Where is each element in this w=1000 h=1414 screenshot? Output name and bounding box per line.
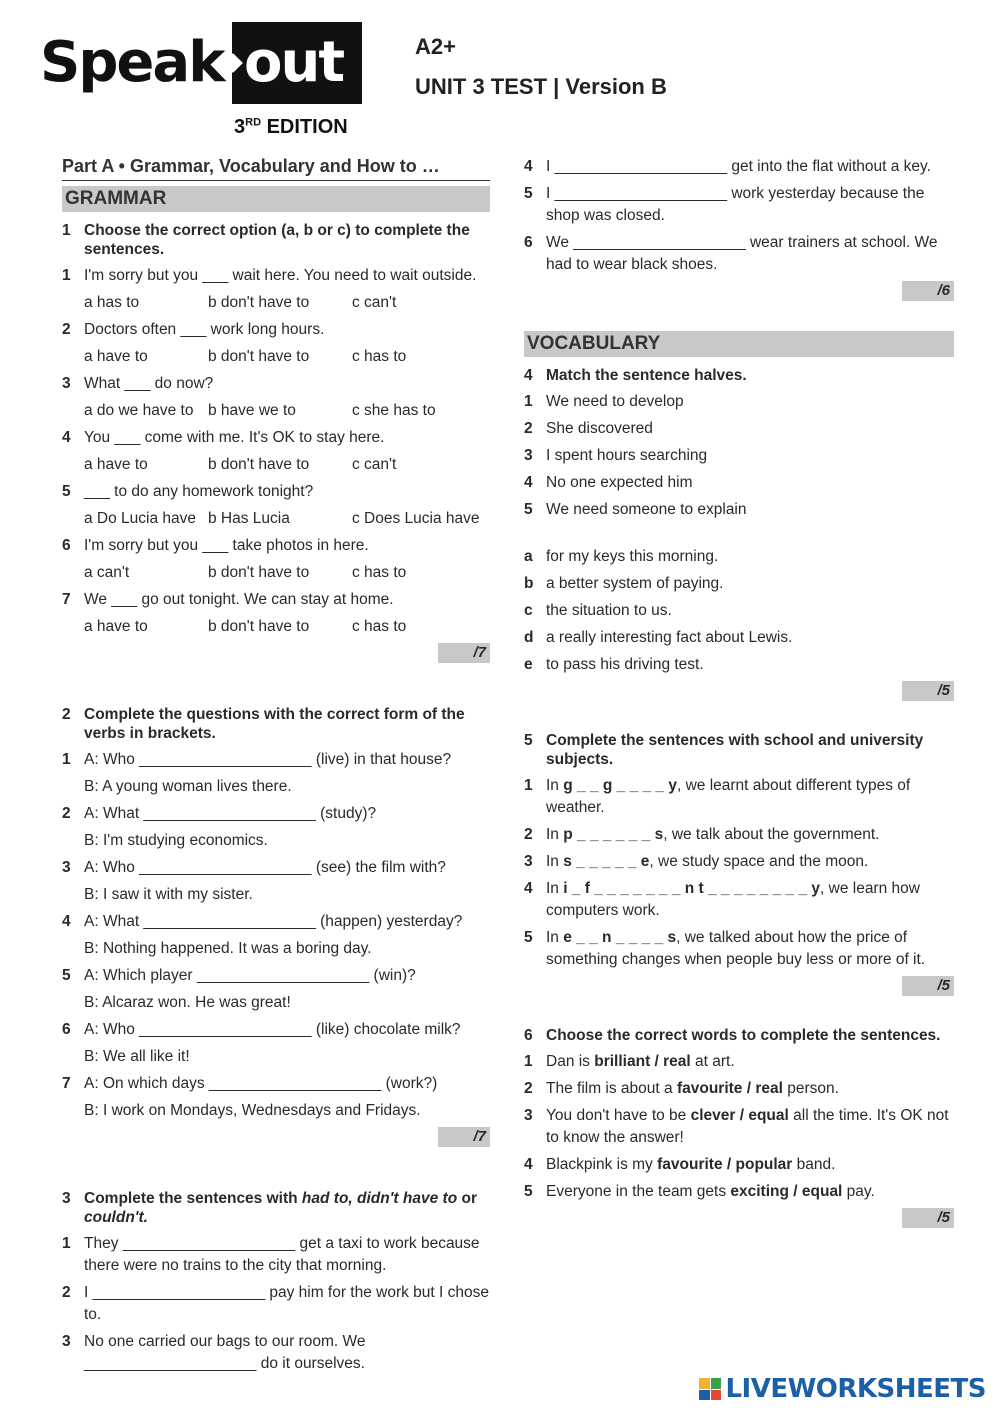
sentence-number: 3 <box>62 1333 71 1350</box>
question-number: 1 <box>62 751 71 768</box>
sentence-item <box>524 232 954 276</box>
question-item <box>62 589 490 611</box>
question-text: What ___ do now? <box>84 375 214 392</box>
dialogue-answer: B: A young woman lives there. <box>84 778 292 795</box>
option-c[interactable]: c Does Lucia have <box>352 510 480 527</box>
item-number: 1 <box>524 777 533 794</box>
level-label: A2+ <box>415 34 456 59</box>
sentence-end <box>524 600 954 622</box>
item-text <box>546 851 954 873</box>
exercise-1 <box>62 221 490 663</box>
question-text: I'm sorry but you ___ take photos in here. <box>84 537 369 554</box>
item-text <box>546 1154 954 1176</box>
exercise-5 <box>524 731 954 996</box>
option-b[interactable]: b don't have to <box>208 348 310 365</box>
item-number: 3 <box>524 853 533 870</box>
item-text[interactable]: She discovered <box>546 420 653 437</box>
instruction-text: Complete the questions with the correct form of the verbs in brackets. <box>84 706 465 742</box>
option-b[interactable]: b don't have to <box>208 456 310 473</box>
exercise-instruction <box>62 705 490 743</box>
word-gap[interactable]: i _ f _ _ _ _ _ _ _ n t _ _ _ _ _ _ _ _ y <box>563 880 821 897</box>
word-choice[interactable]: exciting / equal <box>730 1183 843 1200</box>
option-a[interactable]: a Do Lucia have <box>84 510 197 527</box>
exercise-6 <box>524 1026 954 1228</box>
instruction-text <box>84 1189 490 1227</box>
word-choice[interactable]: favourite / popular <box>657 1156 793 1173</box>
question-number: 4 <box>62 429 71 446</box>
item-text <box>546 775 954 819</box>
choice-item <box>524 1181 954 1203</box>
question-number: 3 <box>62 375 71 392</box>
exercise-4 <box>524 366 954 701</box>
question-item <box>62 427 490 449</box>
question-text-with-blank[interactable]: A: What ____________________ (study)? <box>84 805 377 822</box>
dialogue-answer: B: Alcaraz won. He was great! <box>84 994 291 1011</box>
exercise-number: 6 <box>524 1027 533 1044</box>
dialogue-answer: B: I work on Mondays, Wednesdays and Fridays. <box>84 1102 421 1119</box>
part-title: Part A • Grammar, Vocabulary and How to … <box>62 156 490 181</box>
question-item <box>62 319 490 341</box>
subject-item <box>524 878 954 922</box>
sentence-item <box>62 1233 490 1277</box>
text-after: , we learnt about different types of weather. <box>546 777 911 816</box>
sentence-end <box>524 627 954 649</box>
item-number: 4 <box>524 880 533 897</box>
instruction-text: Choose the correct words to complete the sentences. <box>546 1027 941 1044</box>
answer-options <box>62 400 490 422</box>
choice-item <box>524 1154 954 1176</box>
item-text[interactable]: We need someone to explain <box>546 501 747 518</box>
grammar-heading: GRAMMAR <box>62 186 490 212</box>
answer-options <box>62 292 490 314</box>
question-number: 3 <box>62 859 71 876</box>
question-text-with-blank[interactable]: A: On which days ____________________ (work?) <box>84 1075 438 1092</box>
item-text[interactable]: a better system of paying. <box>546 575 724 592</box>
exercise-instruction <box>524 1026 954 1045</box>
dialogue-answer: B: I saw it with my sister. <box>84 886 253 903</box>
option-b[interactable]: b don't have to <box>208 564 310 581</box>
sentence-start <box>524 445 954 467</box>
instruction-emphasis: couldn't. <box>84 1209 148 1226</box>
item-text[interactable]: We need to develop <box>546 393 684 410</box>
answer-options <box>62 616 490 638</box>
text-after: at art. <box>690 1053 735 1070</box>
item-number: 2 <box>524 826 533 843</box>
item-number: 3 <box>524 1107 533 1124</box>
sentence-end <box>524 546 954 568</box>
question-number: 6 <box>62 1021 71 1038</box>
item-letter: b <box>524 575 534 592</box>
sentence-item <box>524 156 954 178</box>
item-text <box>546 927 954 971</box>
brand-text: LIVEWORKSHEETS <box>725 1374 986 1404</box>
word-gap[interactable]: g _ _ g _ _ _ _ y <box>563 777 677 794</box>
subject-item <box>524 927 954 971</box>
item-number: 5 <box>524 1183 533 1200</box>
item-text <box>546 1051 954 1073</box>
question-number: 2 <box>62 805 71 822</box>
sentence-item <box>62 1282 490 1326</box>
question-text-with-blank[interactable]: A: What ____________________ (happen) yesterday? <box>84 913 463 930</box>
logo-speak-text: Speak <box>40 30 224 95</box>
sentence-end <box>524 573 954 595</box>
sentence-start <box>524 418 954 440</box>
word-gap[interactable]: e _ _ n _ _ _ _ s <box>563 929 677 946</box>
text-after: , we talk about the government. <box>663 826 880 843</box>
exercise-number: 5 <box>524 732 533 749</box>
item-number: 4 <box>524 1156 533 1173</box>
question-text: I'm sorry but you ___ wait here. You need to wait outside. <box>84 267 477 284</box>
question-item <box>62 481 490 503</box>
dialogue-question <box>62 803 490 825</box>
item-number: 2 <box>524 420 533 437</box>
question-item <box>62 535 490 557</box>
exercise-3 <box>62 1189 490 1375</box>
item-text <box>546 1078 954 1100</box>
exercise-instruction <box>62 221 490 259</box>
text-before: Dan is <box>546 1053 595 1070</box>
question-number: 7 <box>62 1075 71 1092</box>
liveworksheets-brand[interactable] <box>699 1374 986 1404</box>
word-gap[interactable]: s _ _ _ _ _ e <box>563 853 650 870</box>
dialogue-question <box>62 749 490 771</box>
sentence-text-with-blank[interactable]: They ____________________ get a taxi to work because there were no trains to the city that morning. <box>84 1235 480 1274</box>
edition-number: 3 <box>234 116 246 138</box>
choice-item <box>524 1078 954 1100</box>
instruction-text: Complete the sentences with school and university subjects. <box>546 732 924 768</box>
dialogue-question <box>62 1019 490 1041</box>
item-letter: d <box>524 629 534 646</box>
item-letter: c <box>524 602 533 619</box>
question-number: 5 <box>62 967 71 984</box>
item-text <box>546 824 954 846</box>
sentence-number: 4 <box>524 158 533 175</box>
option-b[interactable]: b don't have to <box>208 618 310 635</box>
sentence-text-with-blank[interactable]: I ____________________ pay him for the work but I chose to. <box>84 1284 490 1323</box>
dialogue-question <box>62 911 490 933</box>
text-after: all the time. It's OK not to know the answer! <box>546 1107 949 1146</box>
subject-item <box>524 851 954 873</box>
item-text[interactable]: I spent hours searching <box>546 447 708 464</box>
answer-options <box>62 562 490 584</box>
option-c[interactable]: c has to <box>352 564 407 581</box>
instruction-text: Choose the correct option (a, b or c) to complete the sentences. <box>84 222 470 258</box>
text-before: In <box>546 826 564 843</box>
item-text <box>546 878 954 922</box>
dialogue-answer: B: We all like it! <box>84 1048 190 1065</box>
exercise-number: 2 <box>62 706 71 723</box>
sentence-text-with-blank[interactable]: I ____________________ work yesterday because the shop was closed. <box>546 185 925 224</box>
unit-title: UNIT 3 TEST | Version B <box>415 74 667 99</box>
sentence-start <box>524 499 954 521</box>
question-text-with-blank[interactable]: A: Who ____________________ (like) chocolate milk? <box>84 1021 461 1038</box>
item-letter: e <box>524 656 533 673</box>
item-text[interactable]: to pass his driving test. <box>546 656 704 673</box>
text-before: Blackpink is my <box>546 1156 658 1173</box>
item-text <box>546 1181 954 1203</box>
item-text <box>546 1105 954 1149</box>
text-before: In <box>546 880 564 897</box>
option-b[interactable]: b have we to <box>208 402 296 419</box>
sentence-text-with-blank[interactable]: No one carried our bags to our room. We ____________________ do it ourselves. <box>84 1333 366 1372</box>
right-column <box>524 156 954 1228</box>
instruction-emphasis: had to, didn't have to <box>301 1190 458 1207</box>
dialogue-question <box>62 857 490 879</box>
sentence-text-with-blank[interactable]: I ____________________ get into the flat without a key. <box>546 158 931 175</box>
score-box: /5 <box>902 1208 954 1228</box>
sentence-item <box>524 183 954 227</box>
sentence-text-with-blank[interactable]: We ____________________ wear trainers at school. We had to wear black shoes. <box>546 234 938 273</box>
question-number: 2 <box>62 321 71 338</box>
text-after: pay. <box>842 1183 875 1200</box>
option-a[interactable]: a have to <box>84 456 148 473</box>
dialogue-question <box>62 1073 490 1095</box>
text-after: , we learn how computers work. <box>546 880 920 919</box>
text-before: Everyone in the team gets <box>546 1183 731 1200</box>
text-before: The film is about a <box>546 1080 677 1097</box>
option-a[interactable]: a have to <box>84 618 148 635</box>
text-before: You don't have to be <box>546 1107 691 1124</box>
question-text: ___ to do any homework tonight? <box>84 483 314 500</box>
question-text: Doctors often ___ work long hours. <box>84 321 325 338</box>
sentence-number: 2 <box>62 1284 71 1301</box>
text-after: band. <box>792 1156 836 1173</box>
word-choice[interactable]: clever / equal <box>690 1107 789 1124</box>
dialogue-answer: B: I'm studying economics. <box>84 832 268 849</box>
left-column <box>62 156 490 1380</box>
item-number: 1 <box>524 1053 533 1070</box>
word-gap[interactable]: p _ _ _ _ _ _ s <box>563 826 664 843</box>
question-text-with-blank[interactable]: A: Who ____________________ (live) in that house? <box>84 751 452 768</box>
exercise-instruction <box>524 731 954 769</box>
option-c[interactable]: c she has to <box>352 402 436 419</box>
text-before: In <box>546 777 564 794</box>
question-number: 7 <box>62 591 71 608</box>
option-a[interactable]: a can't <box>84 564 130 581</box>
answer-options <box>62 454 490 476</box>
item-text[interactable]: a really interesting fact about Lewis. <box>546 629 793 646</box>
score-box: /5 <box>902 681 954 701</box>
sentence-start <box>524 472 954 494</box>
choice-item <box>524 1051 954 1073</box>
exercise-number: 4 <box>524 367 533 384</box>
option-a[interactable]: a have to <box>84 348 148 365</box>
word-choice[interactable]: favourite / real <box>676 1080 783 1097</box>
score-box: /5 <box>902 976 954 996</box>
word-choice[interactable]: brilliant / real <box>594 1053 691 1070</box>
logo-out-text: out <box>244 30 344 95</box>
dialogue-answer: B: Nothing happened. It was a boring day. <box>84 940 372 957</box>
sentence-number: 6 <box>524 234 533 251</box>
exercise-number: 3 <box>62 1190 71 1207</box>
subject-item <box>524 824 954 846</box>
instruction-text: Match the sentence halves. <box>546 367 747 384</box>
answer-options <box>62 346 490 368</box>
option-c[interactable]: c has to <box>352 618 407 635</box>
sentence-number: 1 <box>62 1235 71 1252</box>
score-box: /6 <box>902 281 954 301</box>
question-text-with-blank[interactable]: A: Which player ____________________ (win)? <box>84 967 416 984</box>
exercise-number: 1 <box>62 222 71 239</box>
option-c[interactable]: c can't <box>352 294 397 311</box>
option-a[interactable]: a has to <box>84 294 140 311</box>
sentence-number: 5 <box>524 185 533 202</box>
question-text: We ___ go out tonight. We can stay at home. <box>84 591 394 608</box>
item-text[interactable]: No one expected him <box>546 474 693 491</box>
item-text[interactable]: for my keys this morning. <box>546 548 719 565</box>
score-box: /7 <box>438 1127 490 1147</box>
subject-item <box>524 775 954 819</box>
text-before: In <box>546 929 564 946</box>
text-after: , we talked about how the price of something changes when people buy less or more of it. <box>546 929 926 968</box>
text-after: person. <box>782 1080 839 1097</box>
sentence-item <box>62 1331 490 1375</box>
edition-label <box>234 116 348 139</box>
exercise-2 <box>62 705 490 1147</box>
question-item <box>62 265 490 287</box>
instruction-part: or <box>457 1190 477 1207</box>
option-c[interactable]: c can't <box>352 456 397 473</box>
option-b[interactable]: b Has Lucia <box>208 510 290 527</box>
question-number: 5 <box>62 483 71 500</box>
item-number: 4 <box>524 474 533 491</box>
sentence-end <box>524 654 954 676</box>
vocabulary-heading: VOCABULARY <box>524 331 954 357</box>
question-text-with-blank[interactable]: A: Who ____________________ (see) the film with? <box>84 859 446 876</box>
option-c[interactable]: c has to <box>352 348 407 365</box>
item-number: 3 <box>524 447 533 464</box>
question-item <box>62 373 490 395</box>
edition-suffix: RD <box>245 116 262 129</box>
text-after: , we study space and the moon. <box>649 853 869 870</box>
item-number: 1 <box>524 393 533 410</box>
item-number: 5 <box>524 929 533 946</box>
instruction-part: Complete the sentences with <box>84 1190 302 1207</box>
option-a[interactable]: a do we have to <box>84 402 194 419</box>
speakout-logo <box>40 20 370 110</box>
exercise-instruction <box>524 366 954 385</box>
answer-options <box>62 508 490 530</box>
score-box: /7 <box>438 643 490 663</box>
question-number: 4 <box>62 913 71 930</box>
text-before: In <box>546 853 564 870</box>
question-number: 6 <box>62 537 71 554</box>
sentence-start <box>524 391 954 413</box>
question-number: 1 <box>62 267 71 284</box>
item-letter: a <box>524 548 533 565</box>
item-number: 2 <box>524 1080 533 1097</box>
item-number: 5 <box>524 501 533 518</box>
dialogue-question <box>62 965 490 987</box>
exercise-instruction <box>62 1189 490 1227</box>
edition-word: EDITION <box>266 116 348 138</box>
liveworksheets-logo-icon <box>699 1378 721 1400</box>
question-text: You ___ come with me. It's OK to stay here. <box>84 429 385 446</box>
option-b[interactable]: b don't have to <box>208 294 310 311</box>
choice-item <box>524 1105 954 1149</box>
item-text[interactable]: the situation to us. <box>546 602 672 619</box>
